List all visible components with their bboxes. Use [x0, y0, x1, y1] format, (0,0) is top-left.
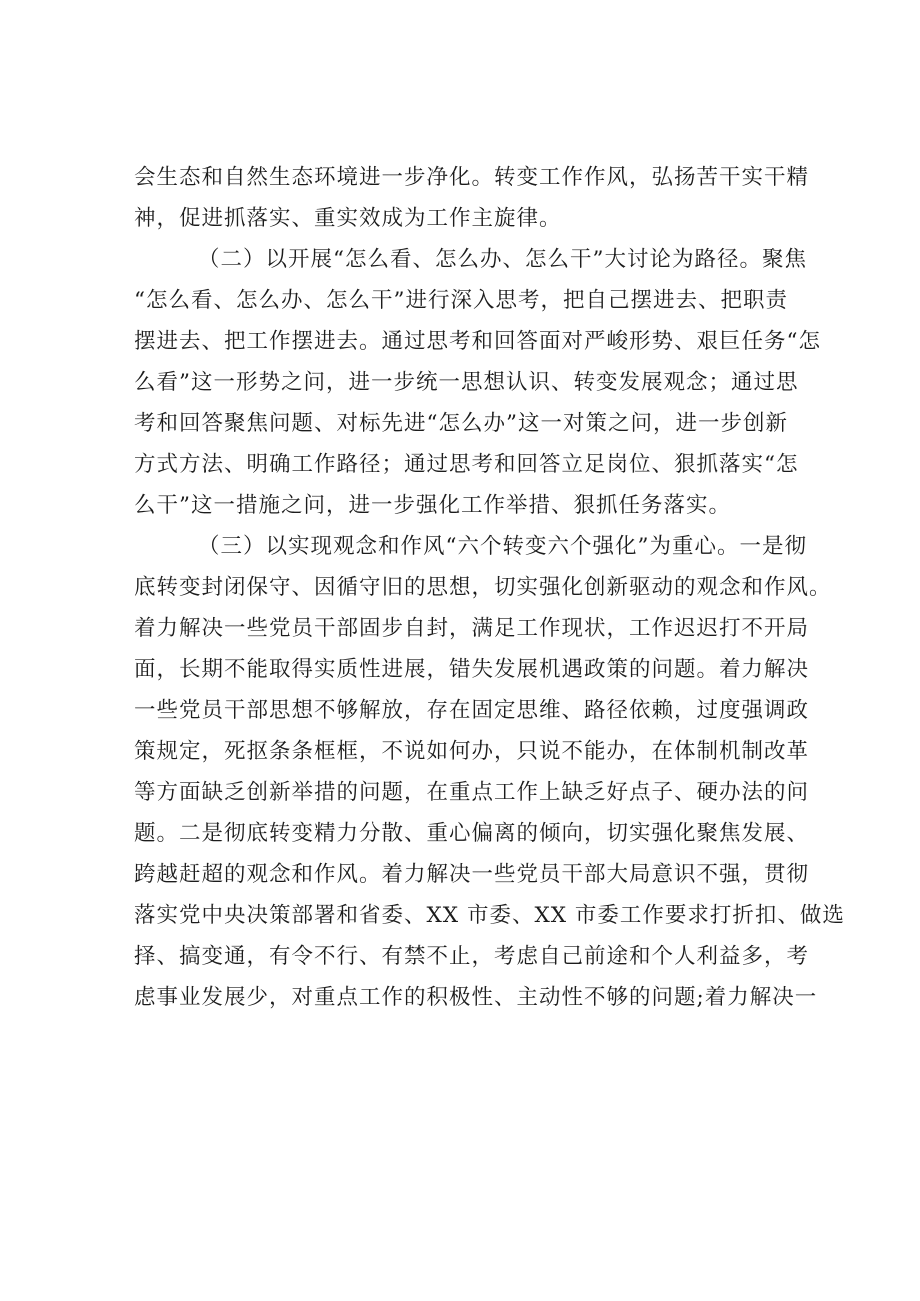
text-line: 策规定，死抠条条框框，不说如何办，只说不能办，在体制机制改革	[134, 739, 810, 764]
text-line: 着力解决一些党员干部固步自封，满足工作现状，工作迟迟打不开局	[134, 616, 810, 641]
paragraph-continuation	[134, 157, 814, 239]
text-line: 么干”这一措施之问，进一步强化工作举措、狠抓任务落实。	[134, 493, 731, 518]
text-line: 落实党中央决策部署和省委、XX 市委、XX 市委工作要求打折扣、做选	[134, 903, 845, 928]
text-line: 面，长期不能取得实质性进展，错失发展机遇政策的问题。着力解决	[134, 657, 810, 682]
paragraph-section-2	[134, 239, 821, 526]
body-text	[134, 157, 845, 1018]
text-line: 等方面缺乏创新举措的问题，在重点工作上缺乏好点子、硬办法的问	[134, 780, 810, 805]
text-line: 摆进去、把工作摆进去。通过思考和回答面对严峻形势、艰巨任务“怎	[134, 329, 821, 354]
text-line: （二）以开展“怎么看、怎么办、怎么干”大讨论为路径。聚焦	[198, 247, 807, 272]
text-line: （三）以实现观念和作风“六个转变六个强化”为重心。一是彻	[198, 534, 807, 559]
text-line: 择、搞变通，有令不行、有禁不止，考虑自己前途和个人利益多，考	[134, 944, 810, 969]
paragraph-section-3	[134, 526, 845, 1018]
text-line: “怎么看、怎么办、怎么干”进行深入思考，把自己摆进去、把职责	[134, 288, 788, 313]
text-line: 底转变封闭保守、因循守旧的思想，切实强化创新驱动的观念和作风。	[134, 575, 832, 600]
text-line: 神，促进抓落实、重实效成为工作主旋律。	[134, 206, 562, 231]
text-line: 么看”这一形势之问，进一步统一思想认识、转变发展观念；通过思	[134, 370, 799, 395]
text-line: 跨越赶超的观念和作风。着力解决一些党员干部大局意识不强，贯彻	[134, 862, 810, 887]
text-line: 虑事业发展少，对重点工作的积极性、主动性不够的问题;着力解决一	[134, 985, 818, 1010]
text-line: 考和回答聚焦问题、对标先进“怎么办”这一对策之问，进一步创新	[134, 411, 788, 436]
text-line: 一些党员干部思想不够解放，存在固定思维、路径依赖，过度强调政	[134, 698, 810, 723]
text-line: 会生态和自然生态环境进一步净化。转变工作作风，弘扬苦干实干精	[134, 165, 810, 190]
text-line: 题。二是彻底转变精力分散、重心偏离的倾向，切实强化聚焦发展、	[134, 821, 810, 846]
text-line: 方式方法、明确工作路径；通过思考和回答立足岗位、狠抓落实“怎	[134, 452, 799, 477]
